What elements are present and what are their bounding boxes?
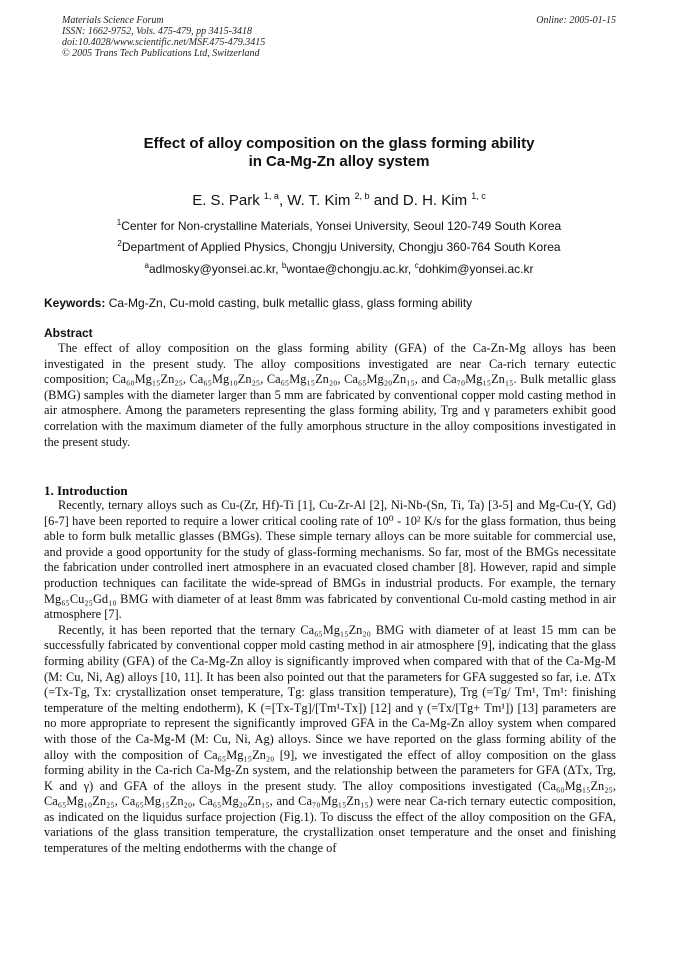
- title-line-2: in Ca-Mg-Zn alloy system: [248, 153, 430, 170]
- affiliation-2: [0, 240, 678, 254]
- affiliation-1: [0, 219, 678, 233]
- email-address[interactable]: adlmosky@yonsei.ac.kr,: [148, 262, 282, 276]
- author-name: E. S. Park: [192, 192, 264, 209]
- journal-header: [62, 15, 616, 59]
- intro-paragraph-1: Recently, ternary alloys such as Cu-(Zr, Hf)-Ti [1], Cu-Zr-Al [2], Ni-Nb-(Sn, Ti, Ta) [3-5] and Mg-Cu-(Y, Gd) [6-7] have been reported to require a lower critical cooling rate of 10⁰ - 10² K/s for the glass formation, thus being able to form bulk metallic glasses (BMGs). These simple ternary alloys can be more suitable for commercial use, and provide a good opportunity for the study of glass-forming mechanisms. So far, most of the BMGs necessitate the fabrication under controlled inert atmosphere in an evacuated closed chamber [8]. However, rapid and simple production techniques can facilitate the wide-spread of BMGs in industrial products. For example, the ternary Mg₆₅Cu₂₅Gd₁₀ BMG with diameter of at least 8mm was fabricated by conventional Cu-mold casting method in air atmosphere [7].: [44, 498, 616, 622]
- affil-text: Department of Applied Physics, Chongju University, Chongju 360-764 South Korea: [121, 240, 561, 254]
- email-sup: a: [144, 261, 149, 270]
- title-line-1: Effect of alloy composition on the glass forming ability: [143, 135, 535, 152]
- abstract-body: [44, 341, 616, 450]
- author-affil-sup: 2, b: [354, 191, 370, 201]
- email-line: [0, 262, 678, 276]
- keywords: [44, 296, 616, 310]
- affil-sup: 1: [116, 218, 122, 227]
- paper-title: [0, 135, 678, 171]
- keywords-text: Ca-Mg-Zn, Cu-mold casting, bulk metallic glass, glass forming ability: [105, 296, 473, 310]
- abstract-paragraph: The effect of alloy composition on the glass forming ability (GFA) of the Ca-Zn-Mg alloys has been investigated in the present study. The alloy compositions investigated are near Ca-rich ternary eutectic composition; Ca₆₀Mg₁₅Zn₂₅, Ca₆₅Mg₁₀Zn₂₅, Ca₆₅Mg₁₅Zn₂₀, Ca₆₅Mg₂₀Zn₁₅, and Ca₇₀Mg₁₅Zn₁₅. Bulk metallic glass (BMG) samples with the diameter larger than 5 mm are fabricated by conventional copper mold casting method in air atmosphere. Among the parameters representing the glass forming ability, Trg and γ parameters exhibit good correlation with the maximum diameter of the fully amorphous structure in the alloy compositions investigated in the present study.: [44, 341, 616, 449]
- issn-line: ISSN: 1662-9752, Vols. 475-479, pp 3415-3418: [62, 26, 252, 37]
- author-affil-sup: 1, a: [263, 191, 279, 201]
- affil-text: Center for Non-crystalline Materials, Yonsei University, Seoul 120-749 South Korea: [121, 219, 562, 233]
- online-date: Online: 2005-01-15: [536, 15, 616, 26]
- author-separator: and: [369, 192, 403, 209]
- email-sup: b: [281, 261, 287, 270]
- email-address[interactable]: dohkim@yonsei.ac.kr: [418, 262, 534, 276]
- author-name: D. H. Kim: [402, 192, 472, 209]
- copyright-line: © 2005 Trans Tech Publications Ltd, Switzerland: [62, 48, 260, 59]
- author-name: W. T. Kim: [287, 192, 355, 209]
- doi-line: doi:10.4028/www.scientific.net/MSF.475-479.3415: [62, 37, 266, 48]
- abstract-heading: Abstract: [44, 326, 93, 340]
- introduction-body: [44, 498, 616, 857]
- journal-name: Materials Science Forum: [62, 15, 164, 26]
- intro-paragraph-2: Recently, it has been reported that the ternary Ca₆₅Mg₁₅Zn₂₀ BMG with diameter of at least 15 mm can be successfully fabricated by conventional copper mold casting method in air atmosphere [9], indicating that the glass forming ability (GFA) of the Ca-Mg-Zn alloy is significantly improved when compared with that of the Ca-Mg-M (M: Cu, Ni, Ag) alloys [10, 11]. It has been also pointed out that the parameters for GFA suggested so far, i.e. ΔTx (=Tx-Tg, Tx: crystallization onset temperature, Tg: glass transition temperature), Trg (=Tg/ Tm¹, Tm¹: finishing temperature of the melting endotherm), K (=[Tx-Tg]/[Tm¹-Tx]) [12] and γ (=Tx/[Tg+ Tm¹]) [13] parameters are no more appropriate to represent the significantly improved GFA in the Ca-Mg-Zn alloy system when compared with those of the Ca-Mg-M (M: Cu, Ni, Ag) alloys. Since we have reported on the glass forming ability of the alloy with the composition of Ca₆₅Mg₁₅Zn₂₀ [9], we investigated the effect of alloy composition on the glass forming ability in the Ca-rich Ca-Mg-Zn system, and the relationship between the parameters for GFA (ΔTx, Trg, K and γ) and GFA of the alloys in the present study. The alloy compositions investigated (Ca₆₀Mg₁₅Zn₂₅, Ca₆₅Mg₁₀Zn₂₅, Ca₆₅Mg₁₅Zn₂₀, Ca₆₅Mg₂₀Zn₁₅, and Ca₇₀Mg₁₅Zn₁₅) were near Ca-rich ternary eutectic composition, as indicated on the liquidus surface projection (Fig.1). To discuss the effect of the alloy composition on the GFA, variations of the glass transition temperature, the crystallization onset temperature and the onset and finishing temperatures of the melting endotherms with the change of: [44, 622, 616, 856]
- keywords-label: Keywords:: [44, 296, 106, 310]
- author-list: [0, 192, 678, 209]
- author-separator: ,: [278, 192, 288, 209]
- email-address[interactable]: wontae@chongju.ac.kr,: [286, 262, 415, 276]
- affil-sup: 2: [117, 239, 122, 248]
- author-affil-sup: 1, c: [471, 191, 486, 201]
- introduction-heading: 1. Introduction: [44, 483, 128, 498]
- email-sup: c: [414, 261, 419, 270]
